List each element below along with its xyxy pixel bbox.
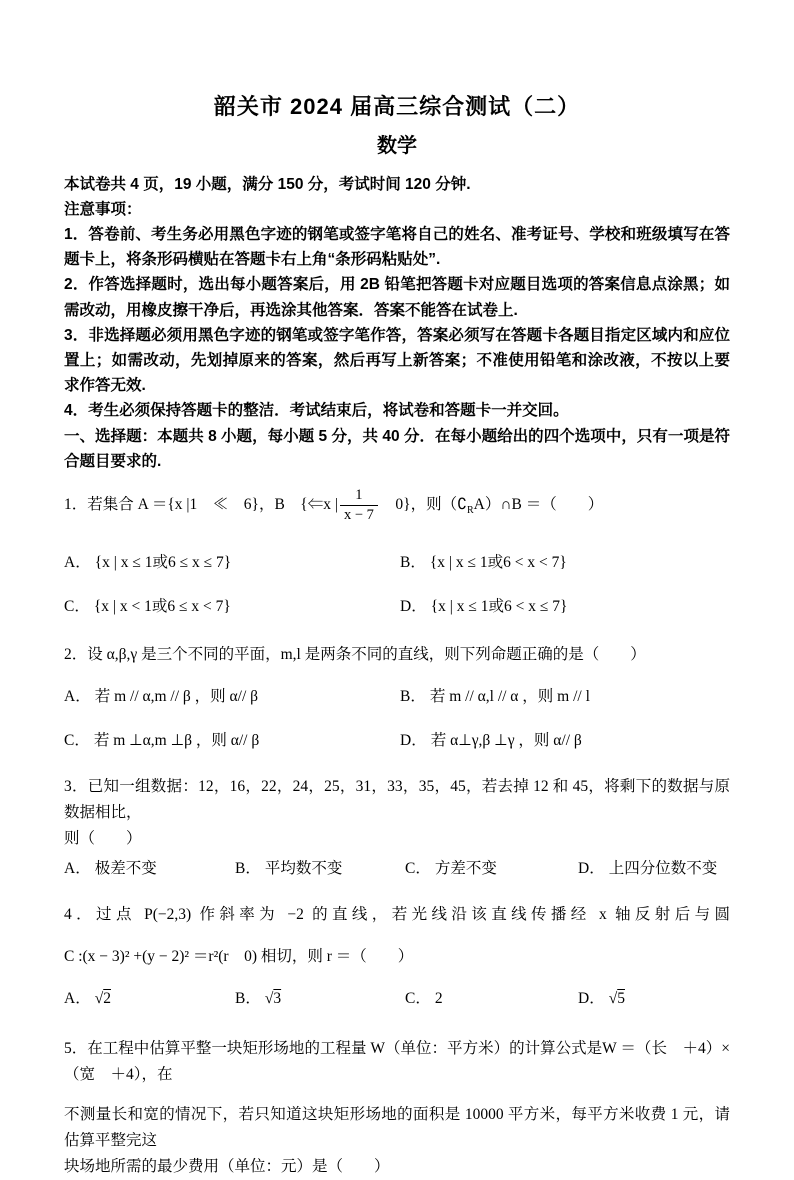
q4-option-c — [405, 986, 578, 1012]
section-header: 一、选择题：本题共 8 小题，每小题 5 分，共 40 分．在每小题给出的四个选项中，只有一项是符合题目要求的. — [64, 427, 730, 470]
q1-option-b-text: {x | x ≤ 1或6 < x < 7} — [429, 554, 567, 572]
q3-option-a-label: A． — [64, 860, 91, 878]
q1-fraction-denominator: x − 7 — [343, 506, 374, 523]
q3-option-d-text: 上四分位数不变 — [608, 860, 718, 878]
question-4-stem-line-2: C :(x − 3)² +(y − 2)² ＝r²(r 0) 相切，则 r ＝（ ） — [64, 948, 414, 966]
q4-option-b-label: B． — [235, 990, 261, 1008]
question-1-options-row-1 — [64, 550, 730, 576]
radical-sign: √ — [264, 990, 274, 1008]
q3-option-b-label: B． — [235, 860, 261, 878]
q1-option-d-label: D． — [400, 598, 427, 616]
q1-option-b — [400, 550, 730, 576]
q1-option-d-text: {x | x ≤ 1或6 < x ≤ 7} — [430, 598, 568, 616]
question-1-stem — [64, 482, 730, 534]
q1-stem-part2: 0}，则（∁ — [379, 496, 467, 514]
notice-item-1: 1．答卷前、考生务必用黑色字迹的钢笔或签字笔将自己的姓名、准考证号、学校和班级填写在答题卡上，将条形码横贴在答题卡右上角“条形码粘贴处”. — [64, 226, 730, 269]
page-title: 韶关市 2024 届高三综合测试（二） — [213, 94, 581, 119]
q2-option-a-text: 若 m // α,m // β ，则 α// β — [94, 688, 259, 706]
notice-item-3: 3．非选择题必须用黑色字迹的钢笔或签字笔作答，答案必须写在答题卡各题目指定区域内和应位置上；如需改动，先划掉原来的答案，然后再写上新答案；不准使用铅笔和涂改液，不按以上要求作答无效. — [64, 326, 730, 395]
question-3-stem-line-2: 则（ ） — [64, 830, 142, 848]
page-subtitle: 数学 — [377, 135, 417, 157]
question-3-stem-line-1: 3．已知一组数据：12，16，22，24，25，31，33，35，45，若去掉 12 和 45，将剩下的数据与原数据相比， — [64, 778, 730, 822]
q4-option-b-value: 3 — [273, 990, 282, 1008]
q1-option-b-label: B． — [400, 554, 426, 572]
q1-option-c-label: C． — [64, 598, 90, 616]
question-2-options-row-2 — [64, 728, 730, 754]
q2-option-c-text: 若 m ⊥α,m ⊥β ，则 α// β — [93, 732, 260, 750]
q1-stem-part3: A）∩B ＝（ ） — [473, 496, 604, 514]
q1-option-a-text: {x | x ≤ 1或6 ≤ x ≤ 7} — [94, 554, 232, 572]
exam-page — [64, 0, 730, 1180]
exam-info-line: 本试卷共 4 页，19 小题，满分 150 分，考试时间 120 分钟. — [64, 176, 471, 193]
q3-option-d-label: D． — [578, 860, 605, 878]
q2-option-b-label: B． — [400, 688, 426, 706]
radical-sign: √ — [608, 990, 618, 1008]
q2-option-a — [64, 684, 400, 710]
q3-option-c-text: 方差不变 — [434, 860, 497, 878]
q1-option-d — [400, 594, 730, 620]
q1-complement-subscript: R — [466, 505, 474, 517]
question-5-stem-line-2: 不测量长和宽的情况下，若只知道这块矩形场地的面积是 10000 平方米，每平方米收费 1 元，请估算平整完这 — [64, 1106, 730, 1150]
q2-option-d-text: 若 α⊥γ,β ⊥γ ，则 α// β — [430, 732, 582, 750]
q3-option-b-text: 平均数不变 — [264, 860, 343, 878]
q3-option-c-label: C． — [405, 860, 431, 878]
q4-option-d — [578, 986, 730, 1012]
q1-option-c — [64, 594, 400, 620]
question-3-options-row — [64, 856, 730, 882]
question-5-stem-line-3: 块场地所需的最少费用（单位：元）是（ ） — [64, 1158, 390, 1176]
q2-option-d — [400, 728, 730, 754]
q3-option-a — [64, 856, 235, 882]
question-2-options-row-1 — [64, 684, 730, 710]
q2-option-b — [400, 684, 730, 710]
q3-option-b — [235, 856, 405, 882]
notice-header: 注意事项： — [64, 201, 142, 218]
q3-option-d — [578, 856, 730, 882]
question-4-stem-line-1: 4．过点 P(−2,3) 作斜率为 −2 的直线，若光线沿该直线传播经 x 轴反射后与圆 — [64, 906, 730, 924]
q4-option-c-label: C． — [405, 990, 431, 1008]
q1-fraction-numerator: 1 — [340, 487, 378, 506]
q4-option-d-value: 5 — [617, 990, 625, 1008]
notice-item-2: 2．作答选择题时，选出每小题答案后，用 2B 铅笔把答题卡对应题目选项的答案信息点涂黑；如需改动，用橡皮擦干净后，再选涂其他答案．答案不能答在试卷上. — [64, 276, 730, 319]
q2-option-c — [64, 728, 400, 754]
q3-option-a-text: 极差不变 — [94, 860, 157, 878]
notice-item-4: 4．考生必须保持答题卡的整洁．考试结束后，将试卷和答题卡一并交回。 — [64, 402, 569, 420]
q4-option-a — [64, 986, 235, 1012]
q4-option-a-label: A． — [64, 990, 91, 1008]
q2-option-d-label: D． — [400, 732, 427, 750]
q1-option-a — [64, 550, 400, 576]
q1-stem-part1: 1．若集合 A ＝{x |1 ≪ 6}，B {⇐x | — [64, 496, 338, 514]
q2-option-a-label: A． — [64, 688, 91, 706]
q1-option-c-text: {x | x < 1或6 ≤ x < 7} — [93, 598, 231, 616]
q2-option-c-label: C． — [64, 732, 90, 750]
q4-option-a-value: 2 — [103, 990, 111, 1008]
question-5-stem-line-1: 5．在工程中估算平整一块矩形场地的工程量 W（单位：平方米）的计算公式是W ＝（长 ＋4）×（宽 ＋4），在 — [64, 1040, 730, 1084]
q4-option-c-value: 2 — [434, 990, 443, 1008]
q1-option-a-label: A． — [64, 554, 91, 572]
question-4-options-row — [64, 986, 730, 1012]
q3-option-c — [405, 856, 578, 882]
question-2-stem: 2．设 α,β,γ 是三个不同的平面，m,l 是两条不同的直线，则下列命题正确的是（ ） — [64, 646, 646, 664]
q4-option-b — [235, 986, 405, 1012]
question-1-options-row-2 — [64, 594, 730, 620]
q4-option-d-label: D． — [578, 990, 605, 1008]
radical-sign: √ — [94, 990, 104, 1008]
q2-option-b-text: 若 m // α,l // α ，则 m // l — [429, 688, 590, 706]
q1-fraction — [340, 487, 378, 523]
